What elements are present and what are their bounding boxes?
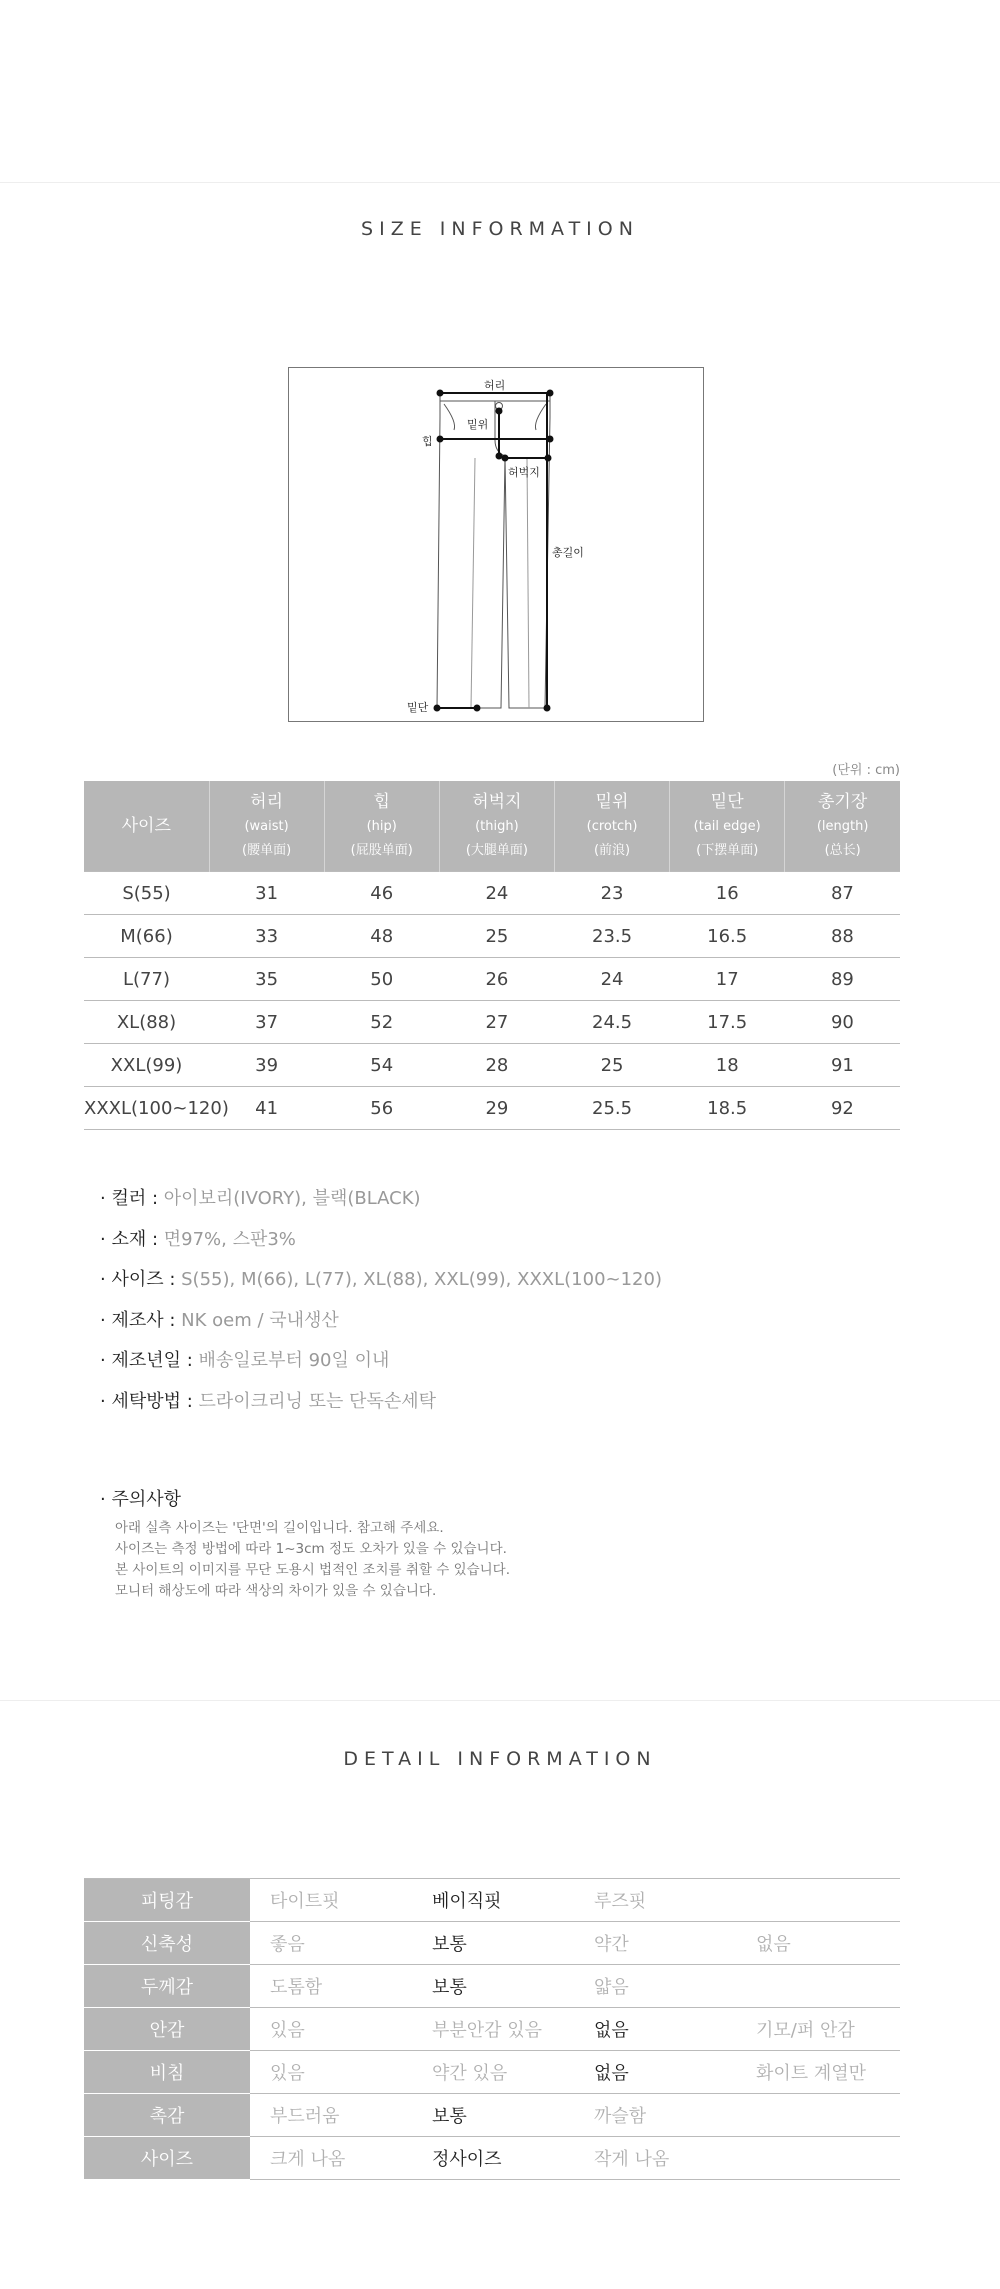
unit-label: (단위 : cm)	[832, 763, 900, 778]
caution-line: 사이즈는 측정 방법에 따라 1~3cm 정도 오차가 있을 수 있습니다.	[115, 1541, 507, 1557]
col-header: 허리 (waist) (腰单面)	[209, 781, 324, 872]
detail-option-selected: 없음	[574, 2008, 736, 2051]
detail-option-selected: 보통	[412, 2094, 574, 2137]
detail-option-selected: 베이직핏	[412, 1879, 574, 1922]
table-row: XXXL(100~120) 41 56 29 25.5 18.5 92	[84, 1087, 900, 1130]
middle-divider	[0, 1700, 1000, 1701]
label-rise: 밑위	[467, 418, 489, 431]
detail-option-selected: 보통	[412, 1965, 574, 2008]
detail-row-label: 신축성	[84, 1922, 250, 1965]
detail-table	[84, 1878, 900, 2180]
table-row: L(77) 35 50 26 24 17 89	[84, 958, 900, 1001]
detail-option: 약간	[574, 1922, 736, 1965]
pants-diagram	[288, 367, 704, 722]
spec-washing: · 세탁방법 : 드라이크리닝 또는 단독손세탁	[100, 1390, 437, 1412]
detail-row-label: 사이즈	[84, 2137, 250, 2180]
caution-title: · 주의사항	[100, 1489, 181, 1510]
detail-option: 기모/퍼 안감	[736, 2008, 900, 2051]
detail-option: 좋음	[250, 1922, 412, 1965]
detail-option: 타이트핏	[250, 1879, 412, 1922]
size-info-title: SIZE INFORMATION	[361, 218, 639, 240]
size-table	[84, 781, 900, 1130]
size-table-header	[84, 781, 900, 872]
detail-info-title: DETAIL INFORMATION	[343, 1748, 657, 1770]
detail-option: 크게 나옴	[250, 2137, 412, 2180]
detail-option-selected: 정사이즈	[412, 2137, 574, 2180]
col-header: 힙 (hip) (屁股单面)	[324, 781, 439, 872]
detail-row	[84, 2051, 900, 2094]
spec-material: · 소재 : 면97%, 스판3%	[100, 1228, 296, 1250]
detail-row-label: 피팅감	[84, 1879, 250, 1922]
detail-row	[84, 1879, 900, 1922]
detail-option: 작게 나옴	[574, 2137, 736, 2180]
detail-option	[736, 2137, 900, 2180]
detail-option: 약간 있음	[412, 2051, 574, 2094]
detail-row-label: 안감	[84, 2008, 250, 2051]
col-header: 밑위 (crotch) (前浪)	[554, 781, 669, 872]
detail-row	[84, 2094, 900, 2137]
col-header: 총기장 (length) (总长)	[785, 781, 900, 872]
caution-line: 본 사이트의 이미지를 무단 도용시 법적인 조치를 취할 수 있습니다.	[115, 1562, 511, 1578]
detail-row-label: 비침	[84, 2051, 250, 2094]
col-header: 사이즈	[84, 781, 209, 872]
pants-outline-icon	[289, 368, 703, 721]
detail-row	[84, 1965, 900, 2008]
table-row: XL(88) 37 52 27 24.5 17.5 90	[84, 1001, 900, 1044]
detail-option: 부분안감 있음	[412, 2008, 574, 2051]
label-thigh: 허벅지	[508, 466, 540, 479]
caution-line: 모니터 해상도에 따라 색상의 차이가 있을 수 있습니다.	[115, 1583, 437, 1599]
spec-list	[100, 1179, 662, 1422]
top-divider	[0, 182, 1000, 183]
detail-option	[736, 1879, 900, 1922]
detail-option	[736, 2094, 900, 2137]
detail-row-label: 촉감	[84, 2094, 250, 2137]
detail-option-selected: 보통	[412, 1922, 574, 1965]
label-length: 총길이	[552, 546, 584, 559]
detail-option: 있음	[250, 2008, 412, 2051]
detail-option: 얇음	[574, 1965, 736, 2008]
spec-manufacture-date: · 제조년일 : 배송일로부터 90일 이내	[100, 1350, 390, 1371]
label-waist: 허리	[484, 379, 506, 392]
detail-option: 루즈핏	[574, 1879, 736, 1922]
label-hip: 힙	[422, 435, 433, 448]
caution-notes	[115, 1518, 510, 1602]
detail-option: 까슬함	[574, 2094, 736, 2137]
col-header: 허벅지 (thigh) (大腿单面)	[439, 781, 554, 872]
detail-option: 있음	[250, 2051, 412, 2094]
detail-option	[736, 1965, 900, 2008]
spec-color: · 컬러 : 아이보리(IVORY), 블랙(BLACK)	[100, 1188, 421, 1209]
col-header: 밑단 (tail edge) (下摆单面)	[670, 781, 785, 872]
spec-manufacturer: · 제조사 : NK oem / 국내생산	[100, 1309, 339, 1331]
detail-row-label: 두께감	[84, 1965, 250, 2008]
detail-option: 부드러움	[250, 2094, 412, 2137]
detail-option: 없음	[736, 1922, 900, 1965]
caution-line: 아래 실측 사이즈는 '단면'의 길이입니다. 참고해 주세요.	[115, 1520, 444, 1536]
table-row: S(55) 31 46 24 23 16 87	[84, 872, 900, 915]
detail-option: 도톰함	[250, 1965, 412, 2008]
detail-row	[84, 2137, 900, 2180]
detail-option: 화이트 계열만	[736, 2051, 900, 2094]
detail-row	[84, 2008, 900, 2051]
label-hem: 밑단	[407, 701, 429, 714]
table-row: XXL(99) 39 54 28 25 18 91	[84, 1044, 900, 1087]
detail-row	[84, 1922, 900, 1965]
table-row: M(66) 33 48 25 23.5 16.5 88	[84, 915, 900, 958]
spec-size: · 사이즈 : S(55), M(66), L(77), XL(88), XXL(99), XXXL(100~120)	[100, 1269, 662, 1290]
detail-option-selected: 없음	[574, 2051, 736, 2094]
